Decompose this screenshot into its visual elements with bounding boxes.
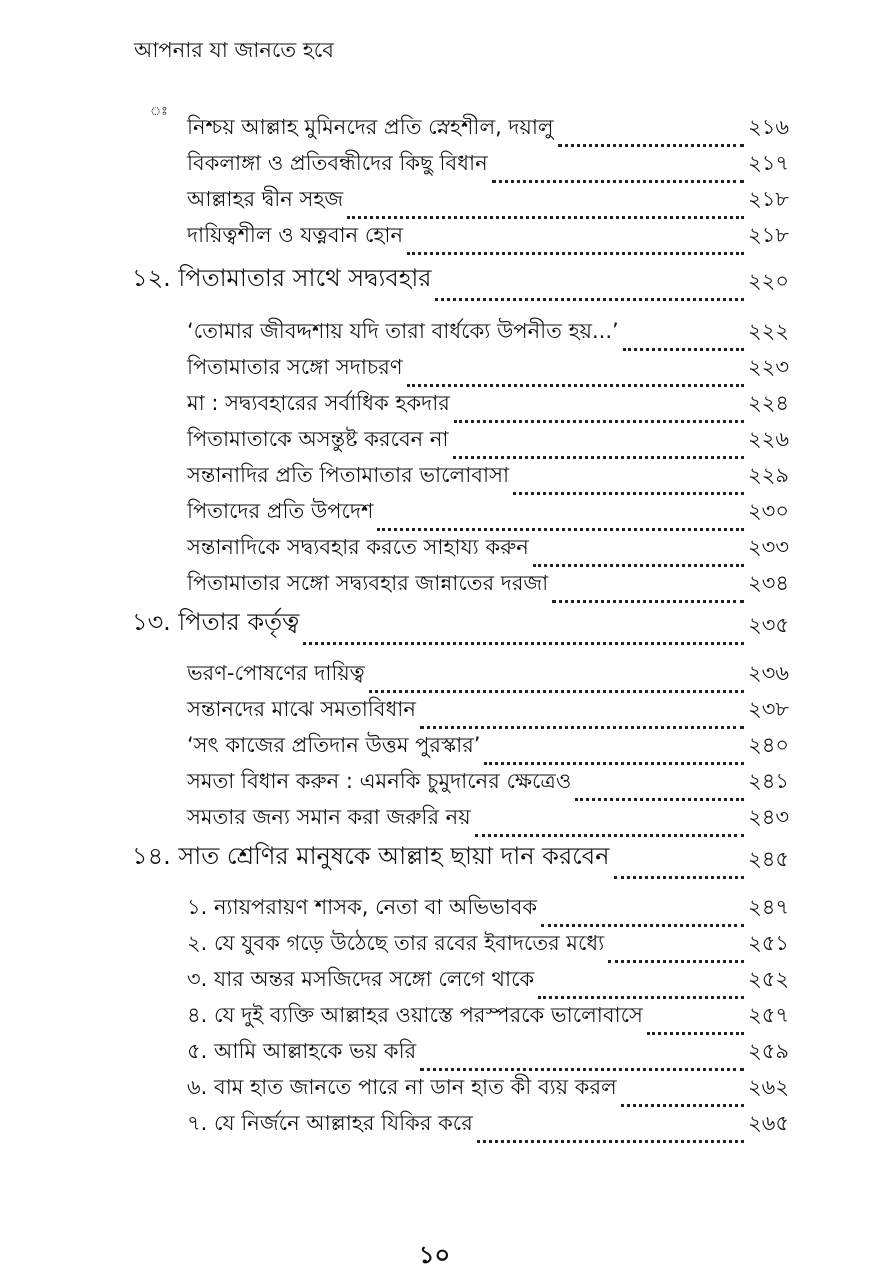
toc-entry-title: পিতামাতার সঙ্গো সদাচরণ — [187, 355, 403, 379]
toc-entry-page: ২১৮ — [748, 187, 789, 211]
toc-entry — [187, 354, 789, 390]
toc-entry-page: ২১৮ — [748, 223, 789, 247]
toc-entry-title: পিতাদের প্রতি উপদেশ — [187, 499, 374, 523]
dot-leader — [407, 384, 745, 387]
dot-leader — [513, 492, 744, 495]
toc-entry — [187, 966, 789, 1002]
toc-entry-page: ২৬৫ — [748, 1111, 789, 1135]
toc-entry — [187, 732, 789, 768]
toc-chapter — [132, 842, 789, 882]
toc-entry-page: ২১৬ — [748, 115, 789, 139]
toc-entry — [187, 1038, 789, 1074]
dot-leader — [533, 564, 744, 567]
toc-entry-title: দায়িত্বশীল ও যত্নবান হোন — [187, 223, 403, 247]
toc-chapter-title: ১৩. পিতার কর্তৃত্ব — [132, 608, 300, 636]
toc-entry — [187, 1110, 789, 1146]
toc-entry-page: ২১৭ — [748, 151, 789, 175]
toc-entry-title: ‘সৎ কাজের প্রতিদান উত্তম পুরস্কার’ — [187, 733, 481, 757]
toc-entry — [187, 660, 789, 696]
toc-chapter-title: ১৪. সাত শ্রেণির মানুষকে আল্লাহ ছায়া দান করবেন — [132, 842, 610, 870]
toc-chapter-page: ২২০ — [748, 269, 789, 293]
toc-chapter — [132, 264, 789, 304]
toc-entry — [187, 150, 789, 186]
toc-entry-page: ২৩৬ — [748, 661, 789, 685]
dot-leader — [347, 216, 744, 219]
toc-entry — [187, 114, 789, 150]
toc-entry-title: ৭. যে নির্জনে আল্লাহর যিকির করে — [187, 1111, 473, 1135]
dot-leader — [477, 1140, 744, 1143]
toc-entry-page: ২৫২ — [748, 967, 789, 991]
toc-entry-page: ২৫১ — [748, 931, 789, 955]
toc-entry-page: ২৩৪ — [748, 571, 789, 595]
toc-chapter-page: ২৪৫ — [748, 847, 789, 871]
toc-entry-title: ৪. যে দুই ব্যক্তি আল্লাহর ওয়াস্তে পরস্পরকে ভালোবাসে — [187, 1003, 643, 1027]
toc-entry — [187, 426, 789, 462]
dot-leader — [623, 348, 744, 351]
dot-leader — [475, 834, 744, 837]
toc-entry-title: ভরণ-পোষণের দায়িত্ব — [187, 661, 365, 685]
dot-leader — [552, 600, 744, 603]
toc-entry-title: ১. ন্যায়পরায়ণ শাসক, নেতা বা অভিভাবক — [187, 895, 538, 919]
toc-entry-title: ৬. বাম হাত জানতে পারে না ডান হাত কী ব্যয় করল — [187, 1075, 617, 1099]
toc-entry-page: ২২৪ — [748, 391, 789, 415]
toc-entry — [187, 186, 789, 222]
page-number: ১০ — [418, 1241, 451, 1269]
toc-entry-page: ২৪৭ — [748, 895, 789, 919]
toc-entry-title: আল্লাহর দ্বীন সহজ — [187, 187, 344, 211]
toc-entry-page: ২৩৩ — [748, 535, 789, 559]
toc-entry — [187, 804, 789, 840]
toc-entry-title: বিকলাঙ্গা ও প্রতিবন্ধীদের কিছু বিধান — [187, 151, 488, 175]
toc-entry — [187, 462, 789, 498]
dot-leader — [454, 420, 744, 423]
dot-leader — [303, 642, 744, 645]
toc-entry — [187, 534, 789, 570]
toc-entry-page: ২২২ — [748, 319, 789, 343]
toc-entry-page: ২৩০ — [748, 499, 789, 523]
toc-entry-page: ২২৯ — [748, 463, 789, 487]
toc-entry-title: পিতামাতাকে অসন্তুষ্ট করবেন না — [187, 427, 449, 451]
toc-entry — [187, 894, 789, 930]
toc-entry — [187, 930, 789, 966]
toc-entry — [187, 498, 789, 534]
toc-entry-page: ২৪৩ — [748, 805, 789, 829]
toc-entry — [187, 318, 789, 354]
dot-leader — [621, 1104, 744, 1107]
toc-entry-page: ২৪১ — [748, 769, 789, 793]
toc-chapter — [132, 608, 789, 648]
toc-entry-title: ৫. আমি আল্লাহকে ভয় করি — [187, 1039, 417, 1063]
toc-entry — [187, 222, 789, 258]
toc-entry-title: সমতার জন্য সমান করা জরুরি নয় — [187, 805, 471, 829]
toc-entry-title: পিতামাতার সঙ্গো সদ্ব্যবহার জান্নাতের দরজা — [187, 571, 549, 595]
toc-entry — [187, 696, 789, 732]
toc-entry — [187, 570, 789, 606]
toc-entry — [187, 1074, 789, 1110]
dot-leader — [558, 144, 744, 147]
toc-entry-title: সমতা বিধান করুন : এমনকি চুমুদানের ক্ষেত্রেও — [187, 769, 572, 793]
toc-entry — [187, 1002, 789, 1038]
toc-chapter-title: ১২. পিতামাতার সাথে সদ্ব্যবহার — [132, 264, 432, 292]
dot-leader — [614, 876, 745, 879]
toc-entry-title: ‘তোমার জীবদ্দশায় যদি তারা বার্ধক্যে উপনীত হয়...’ — [187, 319, 619, 343]
dot-leader — [407, 252, 744, 255]
dot-leader — [575, 798, 744, 801]
dot-leader — [435, 298, 744, 301]
toc-chapter-page: ২৩৫ — [748, 613, 789, 637]
stray-mark: ঃ — [150, 104, 168, 118]
toc-entry — [187, 768, 789, 804]
dot-leader — [608, 960, 744, 963]
toc-entry-title: সন্তানাদির প্রতি পিতামাতার ভালোবাসা — [187, 463, 510, 487]
dot-leader — [369, 690, 744, 693]
toc-entry-title: সন্তানাদিকে সদ্ব্যবহার করতে সাহায্য করুন — [187, 535, 529, 559]
toc-entry-page: ২৪০ — [748, 733, 789, 757]
dot-leader — [492, 180, 744, 183]
toc-entry-title: নিশ্চয় আল্লাহ মুমিনদের প্রতি স্নেহশীল, দয়ালু — [187, 115, 554, 139]
toc-entry-page: ২৫৭ — [748, 1003, 789, 1027]
running-header: আপনার যা জানতে হবে — [134, 38, 334, 62]
toc-entry-title: মা : সদ্ব্যবহারের সর্বাধিক হকদার — [187, 391, 450, 415]
toc-entry-title: ৩. যার অন্তর মসজিদের সঙ্গো লেগে থাকে — [187, 967, 535, 991]
toc-entry — [187, 390, 789, 426]
toc-entry-title: ২. যে যুবক গড়ে উঠেছে তার রবের ইবাদতের মধ্যে — [187, 931, 605, 955]
toc-entry-page: ২৩৮ — [748, 697, 789, 721]
dot-leader — [647, 1032, 744, 1035]
toc-entry-page: ২৬২ — [748, 1075, 789, 1099]
toc-entry-page: ২২৬ — [748, 427, 789, 451]
toc-entry-page: ২২৩ — [748, 355, 789, 379]
toc-entry-page: ২৫৯ — [748, 1039, 789, 1063]
toc-entry-title: সন্তানদের মাঝে সমতাবিধান — [187, 697, 416, 721]
